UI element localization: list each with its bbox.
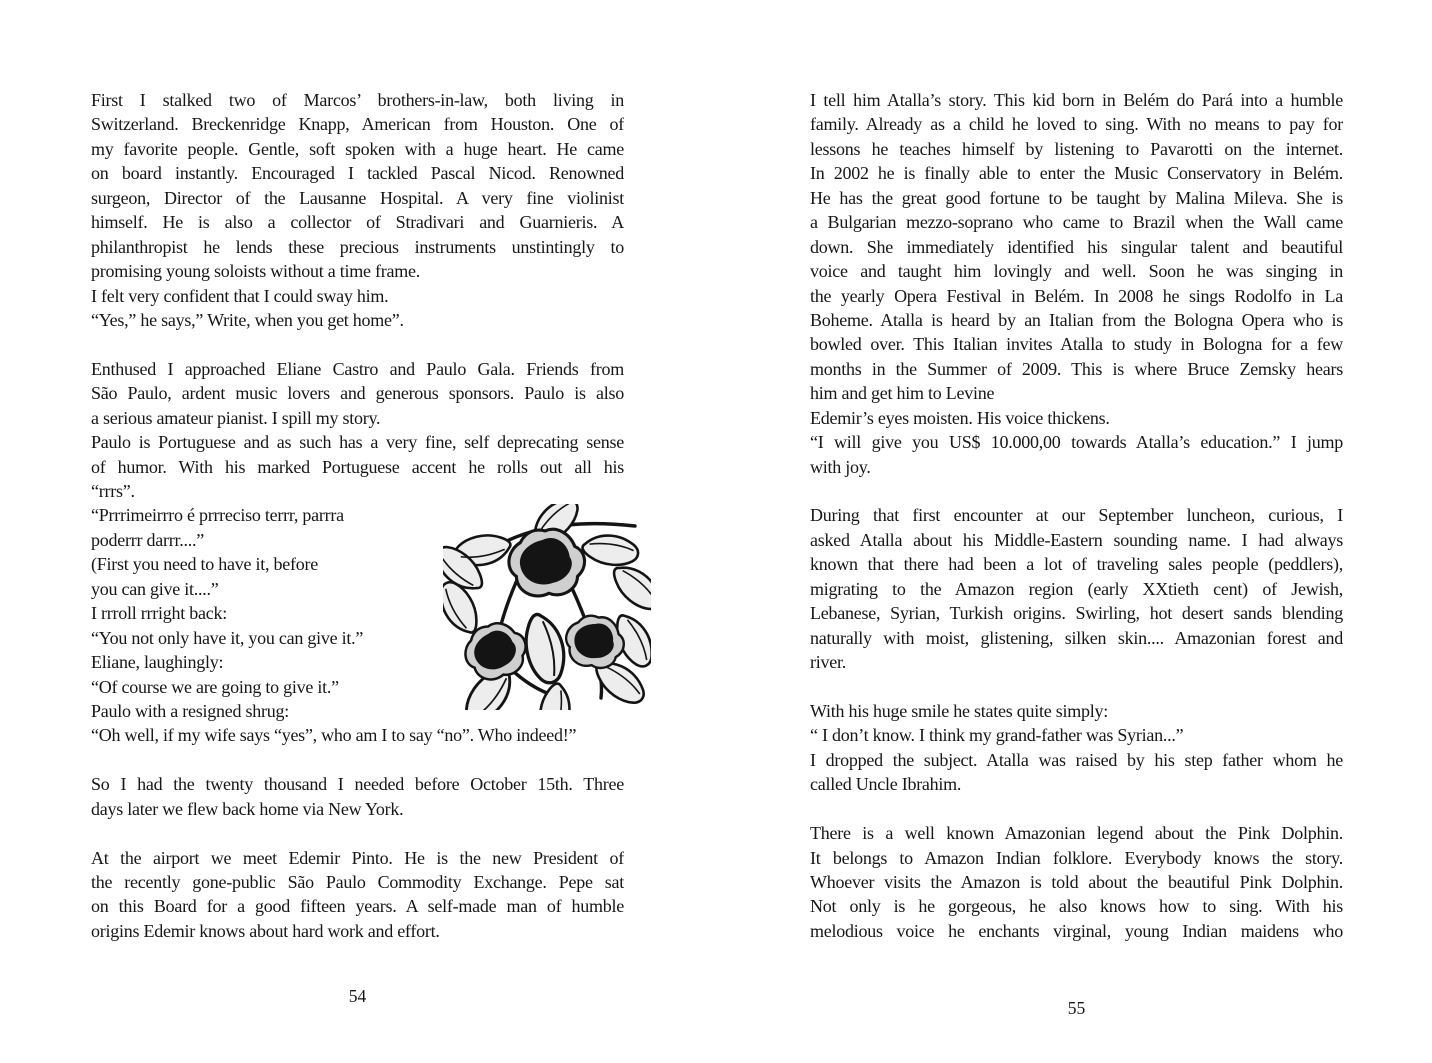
- text-line: I felt very confident that I could sway him.: [91, 285, 389, 306]
- text-line: There is a well known Amazonian legend about the Pink Dolphin.: [810, 823, 1343, 844]
- text-line: days later we flew back home via New York.: [91, 798, 404, 819]
- text-line: philanthropist he lends these precious instruments unstintingly to: [91, 236, 624, 257]
- text-line: known that there had been a lot of traveling sales people (peddlers),: [810, 554, 1343, 575]
- text-line: “rrrs”.: [91, 481, 135, 501]
- text-line: “Oh well, if my wife says “yes”, who am I to say “no”. Who indeed!”: [91, 725, 577, 746]
- text-line: the recently gone-public São Paulo Commodity Exchange. Pepe sat: [91, 872, 624, 892]
- text-line: Lebanese, Syrian, Turkish origins. Swirling, hot desert sands blending: [810, 603, 1343, 624]
- text-line: I tell him Atalla’s story. This kid born in Belém do Pará into a humble: [810, 90, 1343, 110]
- blank-line: [810, 797, 1343, 821]
- text-line: “You not only have it, you can give it.”: [91, 627, 364, 648]
- text-line: asked Atalla about his Middle-Eastern sounding name. I had always: [810, 529, 1343, 550]
- text-line: melodious voice he enchants virginal, young Indian maidens who: [810, 920, 1343, 941]
- text-line: Not only is he gorgeous, he also knows how to sing. With his: [810, 896, 1343, 917]
- text-line: “Yes,” he says,” Write, when you get home”.: [91, 309, 404, 330]
- page-number-left: 54: [348, 986, 367, 1006]
- page-number-right: 55: [1067, 998, 1086, 1018]
- text-line: Eliane, laughingly:: [91, 652, 224, 673]
- text-line: lessons he teaches himself by listening to Pavarotti on the internet.: [810, 138, 1343, 159]
- blank-line: [91, 332, 624, 356]
- text-line: Paulo is Portuguese and as such has a very fine, self deprecating sense: [91, 432, 624, 453]
- text-line: Switzerland. Breckenridge Knapp, American from Houston. One of: [91, 114, 624, 135]
- text-line: on board instantly. Encouraged I tackled Pascal Nicod. Renowned: [91, 163, 624, 184]
- text-line: “Prrrimeirrro é prrreciso terrr, parrra: [91, 505, 344, 526]
- text-line: you can give it....”: [91, 578, 219, 599]
- text-line: origins Edemir knows about hard work and effort.: [91, 920, 440, 941]
- text-line: down. She immediately identified his singular talent and beautiful: [810, 236, 1343, 257]
- text-line: In 2002 he is finally able to enter the Music Conservatory in Belém.: [810, 163, 1343, 184]
- blank-line: [810, 675, 1343, 699]
- text-line: with joy.: [810, 456, 871, 477]
- text-line: bowled over. This Italian invites Atalla to study in Bologna for a few: [810, 334, 1343, 355]
- text-line: “Of course we are going to give it.”: [91, 676, 339, 697]
- text-line: poderrr darrr....”: [91, 529, 204, 550]
- text-line: “ I don’t know. I think my grand-father was Syrian...”: [810, 725, 1184, 746]
- text-line: months in the Summer of 2009. This is where Bruce Zemsky hears: [810, 358, 1343, 379]
- text-line: First I stalked two of Marcos’ brothers-in-law, both living in: [91, 90, 624, 110]
- text-line: I rrroll rrright back:: [91, 603, 227, 624]
- text-line: Boheme. Atalla is heard by an Italian from the Bologna Opera who is: [810, 309, 1343, 330]
- text-line: him and get him to Levine: [810, 383, 995, 404]
- right-page-text-column: [810, 88, 1343, 943]
- text-line: “I will give you US$ 10.000,00 towards Atalla’s education.” I jump: [810, 432, 1343, 453]
- text-line: At the airport we meet Edemir Pinto. He is the new President of: [91, 847, 624, 868]
- text-line: river.: [810, 652, 846, 673]
- text-line: family. Already as a child he loved to sing. With no means to pay for: [810, 114, 1343, 135]
- text-line: surgeon, Director of the Lausanne Hospital. A very fine violinist: [91, 187, 624, 208]
- text-line: Edemir’s eyes moisten. His voice thickens.: [810, 407, 1110, 428]
- text-line: I dropped the subject. Atalla was raised by his step father whom he: [810, 749, 1343, 770]
- text-line: Enthused I approached Eliane Castro and Paulo Gala. Friends from: [91, 358, 624, 379]
- text-line: (First you need to have it, before: [91, 554, 318, 575]
- text-line: called Uncle Ibrahim.: [810, 774, 962, 795]
- text-line: With his huge smile he states quite simply:: [810, 700, 1108, 721]
- text-line: a Bulgarian mezzo-soprano who came to Brazil when the Wall came: [810, 212, 1343, 233]
- text-line: naturally with moist, glistening, silken skin.... Amazonian forest and: [810, 627, 1343, 648]
- text-line: Paulo with a resigned shrug:: [91, 700, 289, 721]
- blank-line: [91, 821, 624, 845]
- text-line: It belongs to Amazon Indian folklore. Everybody knows the story.: [810, 847, 1343, 868]
- ink-floral-illustration: [443, 504, 651, 710]
- text-line: promising young soloists without a time frame.: [91, 261, 420, 282]
- text-line: a serious amateur pianist. I spill my story.: [91, 407, 381, 428]
- text-line: my favorite people. Gentle, soft spoken with a huge heart. He came: [91, 138, 624, 159]
- text-line: So I had the twenty thousand I needed before October 15th. Three: [91, 774, 624, 795]
- text-line: migrating to the Amazon region (early XXtieth cent) of Jewish,: [810, 578, 1343, 599]
- text-line: São Paulo, ardent music lovers and generous sponsors. Paulo is also: [91, 383, 624, 404]
- text-line: himself. He is also a collector of Stradivari and Guarnieris. A: [91, 212, 624, 233]
- text-line: voice and taught him lovingly and well. Soon he was singing in: [810, 261, 1343, 282]
- text-line: He has the great good fortune to be taught by Malina Mileva. She is: [810, 187, 1343, 208]
- text-line: the yearly Opera Festival in Belém. In 2008 he sings Rodolfo in La: [810, 285, 1343, 306]
- text-line: During that first encounter at our September luncheon, curious, I: [810, 505, 1343, 526]
- blank-line: [91, 748, 624, 772]
- text-line: Whoever visits the Amazon is told about the beautiful Pink Dolphin.: [810, 872, 1343, 892]
- blank-line: [810, 479, 1343, 503]
- text-line: of humor. With his marked Portuguese accent he rolls out all his: [91, 456, 624, 477]
- text-line: on this Board for a good fifteen years. A self-made man of humble: [91, 896, 624, 917]
